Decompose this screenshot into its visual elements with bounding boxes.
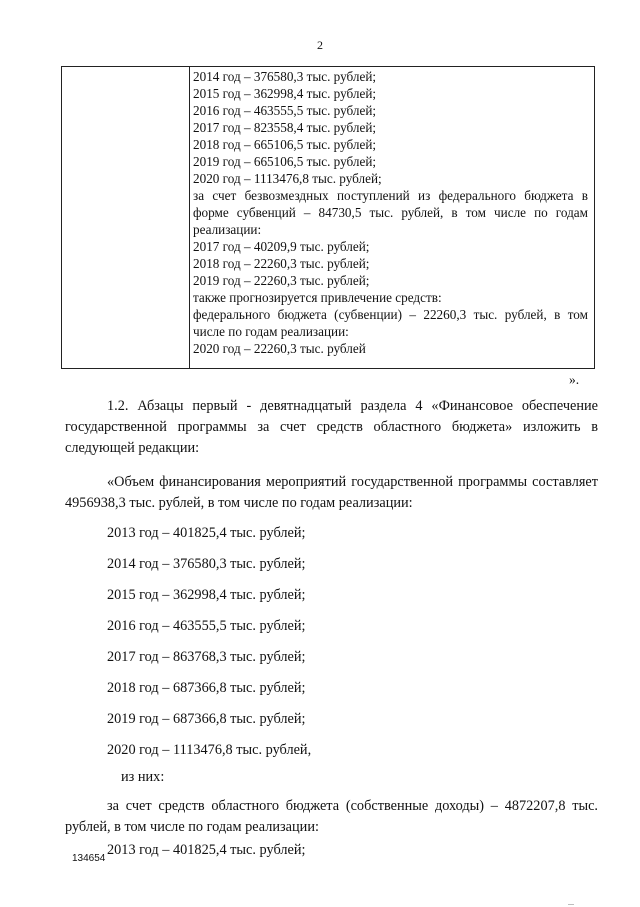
year-line: 2018 год – 687366,8 тыс. рублей; — [107, 680, 306, 696]
page-number: 2 — [317, 38, 323, 52]
closing-quote: ». — [569, 372, 580, 387]
year-line: 2020 год – 1113476,8 тыс. рублей, — [107, 742, 312, 758]
year-line: 2014 год – 376580,3 тыс. рублей; — [107, 556, 306, 572]
of-them-line: из них: — [121, 769, 165, 785]
table-cell-funding — [193, 68, 588, 357]
table-line: 2015 год – 362998,4 тыс. рублей; — [193, 86, 377, 101]
year-line: 2015 год – 362998,4 тыс. рублей; — [107, 587, 306, 603]
footer-document-code: 134654 — [72, 853, 106, 864]
table-line: 2020 год – 1113476,8 тыс. рублей; — [193, 171, 382, 186]
year-line: 2016 год – 463555,5 тыс. рублей; — [107, 618, 306, 634]
federal-line: 2017 год – 40209,9 тыс. рублей; — [193, 239, 370, 254]
table-line: 2014 год – 376580,3 тыс. рублей; — [193, 69, 377, 84]
table-line: 2016 год – 463555,5 тыс. рублей; — [193, 103, 377, 118]
year-line: 2013 год – 401825,4 тыс. рублей; — [107, 525, 306, 541]
corner-mark: ... — [568, 898, 574, 907]
forecast-detail: федерального бюджета (субвенции) – 22260,3 тыс. рублей, в том числе по годам реализации: — [193, 307, 588, 339]
federal-line: 2018 год – 22260,3 тыс. рублей; — [193, 256, 370, 271]
forecast-last: 2020 год – 22260,3 тыс. рублей — [193, 341, 366, 356]
year-line: 2019 год – 687366,8 тыс. рублей; — [107, 711, 306, 727]
federal-intro: за счет безвозмездных поступлений из федерального бюджета в форме субвенций – 84730,5 тыс. рублей, в том числе по годам реализации: — [193, 188, 588, 237]
funding-table — [61, 66, 595, 369]
table-column-divider — [189, 67, 190, 368]
year-line: 2017 год – 863768,3 тыс. рублей; — [107, 649, 306, 665]
table-line: 2017 год – 823558,4 тыс. рублей; — [193, 120, 377, 135]
regional-paragraph: за счет средств областного бюджета (собственные доходы) – 4872207,8 тыс. рублей, в том числе по годам реализации: — [65, 798, 598, 835]
regional-first-year: 2013 год – 401825,4 тыс. рублей; — [107, 842, 306, 858]
table-line: 2019 год – 665106,5 тыс. рублей; — [193, 154, 377, 169]
forecast-intro: также прогнозируется привлечение средств: — [193, 290, 442, 305]
section-p1: 1.2. Абзацы первый - девятнадцатый раздела 4 «Финансовое обеспечение государственной программы за счет средств областного бюджета» изложить в следующей редакции: — [65, 398, 598, 456]
section-p2: «Объем финансирования мероприятий государственной программы составляет 4956938,3 тыс. рублей, в том числе по годам реализации: — [65, 474, 598, 511]
table-line: 2018 год – 665106,5 тыс. рублей; — [193, 137, 377, 152]
federal-line: 2019 год – 22260,3 тыс. рублей; — [193, 273, 370, 288]
